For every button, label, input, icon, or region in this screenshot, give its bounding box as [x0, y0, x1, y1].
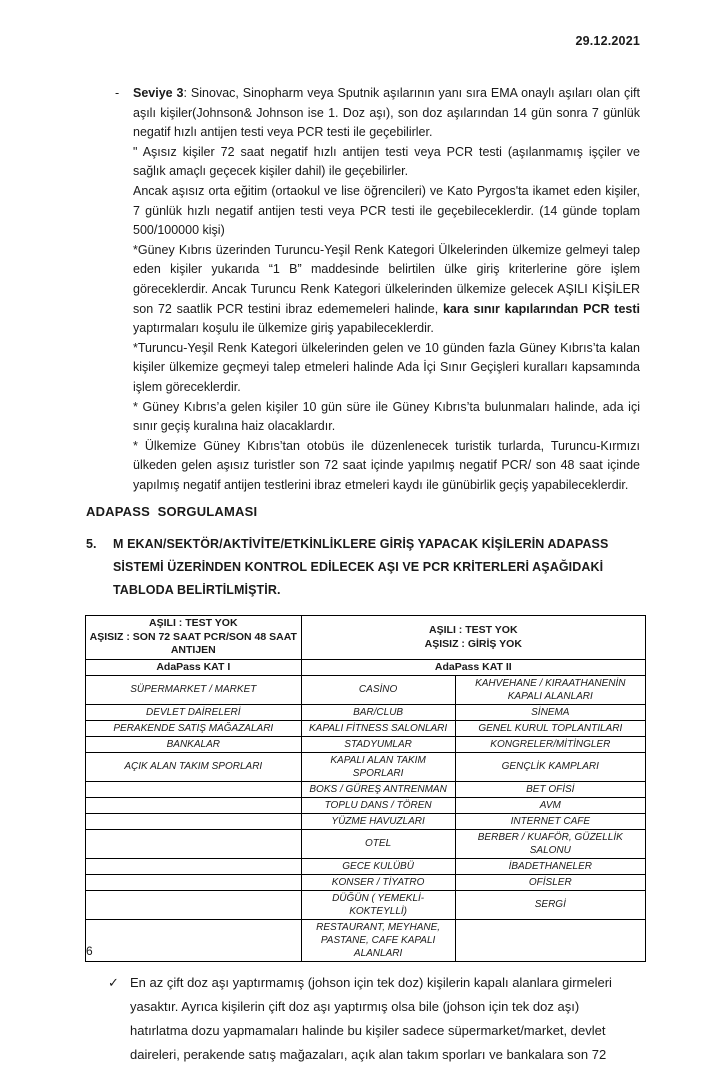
table-cell: CASİNO	[301, 675, 455, 704]
table-cell: KAPALI ALAN TAKIM SPORLARI	[301, 752, 455, 781]
seviye3-label: Seviye 3	[133, 86, 184, 100]
table-row	[86, 720, 646, 736]
table-cell	[86, 858, 302, 874]
table-cell: KAHVEHANE / KIRAATHANENİN KAPALI ALANLARI	[455, 675, 645, 704]
paragraph-orta-egitim: Ancak aşısız orta eğitim (ortaokul ve lise öğrencileri) ve Kato Pyrgos'ta ikamet eden kişiler, 7 günlük hızlı negatif antijen testi veya PCR testi ile geçebileceklerdir. (14 günde toplam 500/100000 kişi)	[133, 183, 640, 238]
table-cell: KONGRELER/MİTİNGLER	[455, 736, 645, 752]
table-cell	[455, 919, 645, 961]
table-cell	[86, 781, 302, 797]
paragraph-seviye3: Seviye 3: Sinovac, Sinopharm veya Sputnik aşılarının yanı sıra EMA onaylı aşıları olan çift aşılı kişiler(Johnson& Johnson ise 1. Doz aşı), son doz aşılarından 14 gün sonra 7 günlük negatif hızlı antijen testi veya PCR testi ile geçebilirler.	[133, 86, 640, 140]
table-cell	[86, 919, 302, 961]
paragraph-turuncu-yesil: *Turuncu-Yeşil Renk Kategori ülkelerinden gelen ve 10 günden fazla Güney Kıbrıs’ta kalan kişiler ülkemize geçmeyi talep etmeleri halinde Ada İçi Sınır Geçişleri kuralları kapsamında işlem göreceklerdir.	[133, 340, 640, 394]
table-cell: BANKALAR	[86, 736, 302, 752]
kat1-criteria-line1: AŞILI : TEST YOK	[149, 617, 238, 630]
table-cell: BET OFİSİ	[455, 781, 645, 797]
table-cell: AÇIK ALAN TAKIM SPORLARI	[86, 752, 302, 781]
checkmark-icon: ✓	[108, 974, 119, 990]
paragraph-turistik-turlar: * Ülkemize Güney Kıbrıs’tan otobüs ile düzenlenecek turistik turlarda, Turuncu-Kırmızı ülkeden gelen aşısız turistler son 72 saat içinde yapılmış negatif PCR/ son 48 saat içinde yapılmış negatif antijen testlerini ibraz etmeleri kaydı ile günübirlik geçiş yapabileceklerdir.	[133, 438, 640, 492]
table-row	[86, 829, 646, 858]
table-row	[86, 890, 646, 919]
document-body	[86, 84, 640, 1067]
adapass-table-body	[86, 616, 646, 962]
table-cell	[86, 874, 302, 890]
table-cell	[86, 829, 302, 858]
paragraph-guney-kibris-uzerinden: *Güney Kıbrıs üzerinden Turuncu-Yeşil Renk Kategori Ülkelerinden ülkemize gelmeyi talep eden kişiler yukarıda “1 B” maddesinde belirtilen ülke giriş kriterlerine göre işlem göreceklerdir. Ancak Turuncu Renk Kategori ülkelerinden ülkemize gelecek AŞILI KİŞİLER son 72 saatlik PCR testini ibraz edememeleri halinde, kara sınır kapılarından PCR testi yaptırmaları koşulu ile ülkemize giriş yapabileceklerdir.	[133, 242, 640, 336]
table-cell: INTERNET CAFE	[455, 813, 645, 829]
table-cell	[86, 890, 302, 919]
table-cell: BOKS / GÜREŞ ANTRENMAN	[301, 781, 455, 797]
table-cell: AVM	[455, 797, 645, 813]
kat2-criteria-cell	[301, 616, 645, 660]
table-row	[86, 752, 646, 781]
kat1-criteria-line2: AŞISIZ : SON 72 SAAT PCR/SON 48 SAAT ANTIJEN	[89, 630, 297, 657]
checkmark-note-text: En az çift doz aşı yaptırmamış (johson için tek doz) kişilerin kapalı alanlara girmeleri yasaktır. Ayrıca kişilerin çift doz aşı yaptırmış olsa bile (johson için tek doz aşı) hatırlatma dozu yapmamaları halinde bu kişiler sadece süpermarket/market, devlet daireleri, perakende satış mağazaları, açık alan takım sporları ve bankalara son 72	[130, 974, 612, 1062]
level3-bullet-block	[86, 84, 640, 495]
table-row	[86, 919, 646, 961]
kat2-criteria-line1: AŞILI : TEST YOK	[429, 624, 518, 637]
kat2-header-cell: AdaPass KAT II	[301, 659, 645, 675]
table-cell: SİNEMA	[455, 704, 645, 720]
table-row	[86, 704, 646, 720]
table-cell: İBADETHANELER	[455, 858, 645, 874]
checkmark-note	[86, 971, 640, 1067]
table-cell: DEVLET DAİRELERİ	[86, 704, 302, 720]
level3-bullet-text	[133, 84, 640, 495]
table-row	[86, 736, 646, 752]
table-row	[86, 781, 646, 797]
table-cell	[86, 813, 302, 829]
list-item-5-number: 5.	[86, 537, 97, 552]
table-cell: OFİSLER	[455, 874, 645, 890]
section-heading: ADAPASS SORGULAMASI	[86, 504, 258, 520]
table-cell: GECE KULÜBÜ	[301, 858, 455, 874]
list-item-5	[86, 533, 640, 602]
table-row	[86, 797, 646, 813]
table-row	[86, 813, 646, 829]
table-cell: STADYUMLAR	[301, 736, 455, 752]
table-cell: DÜĞÜN ( YEMEKLİ-KOKTEYLLİ)	[301, 890, 455, 919]
table-cell: TOPLU DANS / TÖREN	[301, 797, 455, 813]
table-cell: PERAKENDE SATIŞ MAĞAZALARI	[86, 720, 302, 736]
kat1-criteria-cell	[86, 616, 302, 660]
kat1-header-cell: AdaPass KAT I	[86, 659, 302, 675]
paragraph-asisiz-kisiler: " Aşısız kişiler 72 saat negatif hızlı antijen testi veya PCR testi (aşılanmamış işçiler ve sağlık amaçlı geçecek kişiler dahil) ile geçebilirler.	[133, 144, 640, 179]
table-row	[86, 874, 646, 890]
table-cell: GENÇLİK KAMPLARI	[455, 752, 645, 781]
table-row	[86, 858, 646, 874]
table-cell: YÜZME HAVUZLARI	[301, 813, 455, 829]
page-number: 6	[86, 944, 93, 958]
kara-sinir-bold: kara sınır kapılarından PCR testi	[442, 301, 640, 316]
table-row	[86, 675, 646, 704]
paragraph-10-gun: * Güney Kıbrıs’a gelen kişiler 10 gün süre ile Güney Kıbrıs’ta bulunmaları halinde, ada içi sınır geçiş kuralına haiz olacaklardır.	[133, 399, 640, 434]
dash-bullet-marker: -	[115, 86, 120, 100]
table-cell: KAPALI FİTNESS SALONLARI	[301, 720, 455, 736]
adapass-table	[85, 615, 646, 962]
table-cell: BAR/CLUB	[301, 704, 455, 720]
kat-header-row	[86, 659, 646, 675]
table-cell: OTEL	[301, 829, 455, 858]
table-cell: RESTAURANT, MEYHANE, PASTANE, CAFE KAPALI ALANLARI	[301, 919, 455, 961]
table-cell	[86, 797, 302, 813]
table-cell: SÜPERMARKET / MARKET	[86, 675, 302, 704]
table-cell: GENEL KURUL TOPLANTILARI	[455, 720, 645, 736]
kat2-criteria-line2: AŞISIZ : GİRİŞ YOK	[424, 637, 522, 650]
table-cell: SERGİ	[455, 890, 645, 919]
criteria-header-row	[86, 616, 646, 660]
table-cell: KONSER / TİYATRO	[301, 874, 455, 890]
document-date: 29.12.2021	[575, 34, 640, 48]
table-cell: BERBER / KUAFÖR, GÜZELLİK SALONU	[455, 829, 645, 858]
list-item-5-text: M EKAN/SEKTÖR/AKTİVİTE/ETKİNLİKLERE GİRİŞ YAPACAK KİŞİLERİN ADAPASS SİSTEMİ ÜZERİNDEN KONTROL EDİLECEK AŞI VE PCR KRİTERLERİ AŞAĞIDAKİ TABLODA BELİRTİLMİŞTİR.	[113, 537, 609, 598]
